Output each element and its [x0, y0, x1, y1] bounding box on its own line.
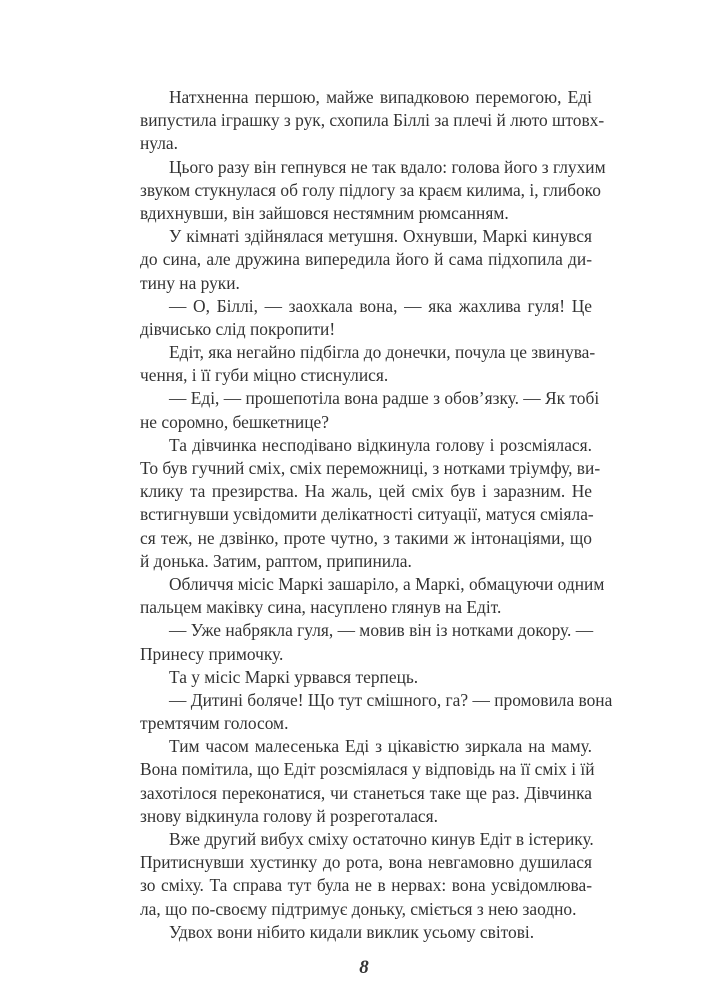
text-line: клику та презирства. На жаль, цей сміх був і заразним. Не — [140, 481, 592, 502]
text-line: вдихнувши, він зайшовся нестямним рюмсанням. — [140, 202, 509, 223]
text-line: ла, що по-своєму підтримує доньку, сміється з нею заодно. — [140, 898, 577, 919]
text-line: дівчисько слід покропити! — [140, 318, 336, 339]
text-line: Притиснувши хустинку до рота, вона невгамовно душилася — [140, 852, 592, 873]
text-line: — Еді, — прошепотіла вона радше з обов’язку. — Як тобі — [169, 388, 600, 409]
text-line: встигнувши усвідомити делікатності ситуації, матуся сміяла- — [140, 504, 594, 525]
text-line: Вже другий вибух сміху остаточно кинув Едіт в істерику. — [169, 829, 594, 849]
text-line: Удвох вони нібито кидали виклик усьому світові. — [169, 921, 535, 942]
text-line: Обличчя місіс Маркі зашаріло, а Маркі, обмацуючи одним — [169, 573, 605, 594]
text-line: пальцем маківку сина, насуплено глянув на Едіт. — [140, 597, 502, 618]
page-number: 8 — [359, 957, 369, 978]
body-text — [140, 86, 613, 944]
text-line: тремтячим голосом. — [140, 713, 289, 734]
text-line: Натхненна першою, майже випадковою перемогою, Еді — [169, 87, 592, 107]
text-line: не соромно, бешкетнице? — [140, 411, 329, 432]
text-line: чення, і її губи міцно стиснулися. — [140, 365, 389, 386]
text-line: випустила іграшку з рук, схопила Біллі за плечі й люто штовх- — [140, 110, 605, 131]
text-line: У кімнаті здійнялася метушня. Охнувши, Маркі кинувся — [169, 226, 592, 247]
text-line: захотілося переконатися, чи станеться таке ще раз. Дівчинка — [140, 782, 592, 803]
text-line: й донька. Затим, раптом, припинила. — [140, 550, 412, 571]
text-line: Принесу примочку. — [140, 643, 284, 664]
text-line: тину на руки. — [140, 272, 240, 293]
text-line: — Уже набрякла гуля, — мовив він із нотками докору. — — [169, 620, 594, 641]
text-line: — Дитині боляче! Що тут смішного, га? — промовила вона — [169, 689, 613, 710]
text-line: ся теж, не дзвінко, проте чутно, з такими ж інтонаціями, що — [140, 527, 592, 548]
text-line: Цього разу він гепнувся не так вдало: голова його з глухим — [169, 156, 606, 177]
text-line: зо сміху. Та справа тут була не в нервах: вона усвідомлюва- — [140, 875, 592, 896]
text-line: до сина, але дружина випередила його й сама підхопила ди- — [140, 249, 592, 270]
text-line: Вона помітила, що Едіт розсміялася у відповідь на її сміх і їй — [140, 759, 595, 780]
text-line: — О, Біллі, — заохкала вона, — яка жахлива гуля! Це — [169, 295, 592, 316]
text-line: Тим часом малесенька Еді з цікавістю зиркала на маму. — [169, 736, 592, 757]
text-line: знову відкинула голову й розреготалася. — [140, 805, 438, 826]
text-line: То був гучний сміх, сміх переможниці, з нотками тріумфу, ви- — [140, 458, 601, 478]
text-line: Едіт, яка негайно підбігла до донечки, почула це звинува- — [169, 342, 596, 363]
text-line: Та у місіс Маркі урвався терпець. — [169, 666, 419, 687]
text-line: звуком стукнулася об голу підлогу за краєм килима, і, глибоко — [140, 179, 601, 200]
text-line: Та дівчинка несподівано відкинула голову і розсміялася. — [169, 434, 592, 455]
text-line: нула. — [140, 133, 178, 154]
